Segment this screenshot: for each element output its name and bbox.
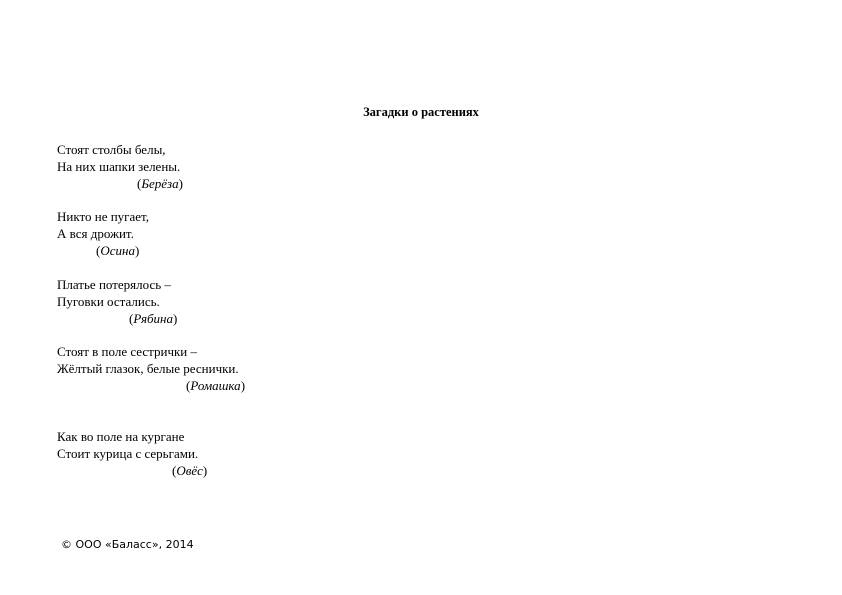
riddle-line: Жёлтый глазок, белые реснички. — [57, 361, 239, 376]
riddle-answer-text: Ромашка — [190, 378, 241, 393]
riddle-5 — [57, 428, 457, 479]
riddle-3 — [57, 276, 457, 327]
riddle-answer: (Овёс) — [172, 463, 208, 478]
riddle-line: Стоят столбы белы, — [57, 142, 166, 157]
riddle-answer: (Рябина) — [129, 311, 178, 326]
riddle-line: Как во поле на кургане — [57, 429, 185, 444]
riddle-answer: (Ромашка) — [186, 378, 246, 393]
riddle-line: Стоит курица с серьгами. — [57, 446, 199, 461]
riddle-line: А вся дрожит. — [57, 226, 134, 241]
riddle-answer: (Берёза) — [137, 176, 183, 191]
riddle-line: На них шапки зелены. — [57, 159, 181, 174]
riddle-answer: (Осина) — [96, 243, 140, 258]
riddle-answer-text: Осина — [100, 243, 135, 258]
riddle-line: Никто не пугает, — [57, 209, 150, 224]
riddle-line: Платье потерялось – — [57, 277, 171, 292]
document-title: Загадки о растениях — [363, 105, 479, 119]
riddle-line: Стоят в поле сестрички – — [57, 344, 198, 359]
riddle-2 — [57, 208, 457, 259]
copyright-footer: © ООО «Баласс», 2014 — [61, 538, 194, 551]
riddle-line: Пуговки остались. — [57, 294, 160, 309]
riddle-4 — [57, 343, 457, 394]
riddle-answer-text: Овёс — [176, 463, 203, 478]
riddle-1 — [57, 141, 457, 192]
riddle-answer-text: Рябина — [133, 311, 173, 326]
riddle-answer-text: Берёза — [141, 176, 179, 191]
